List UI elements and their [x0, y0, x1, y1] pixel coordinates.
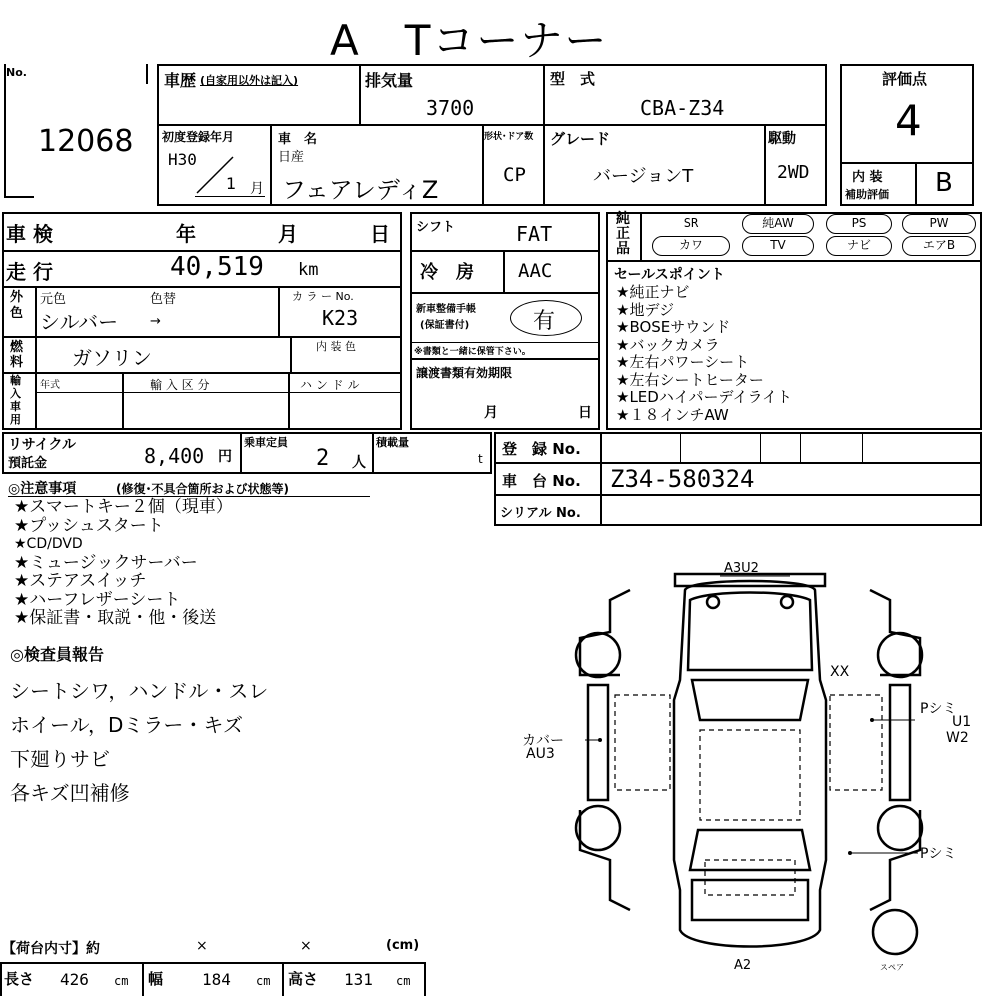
- drive-label: 駆動: [768, 131, 796, 147]
- displacement-label: 排気量: [365, 71, 414, 90]
- orig-color-label: 元色: [40, 292, 67, 307]
- exterior-label: 外色: [10, 290, 24, 321]
- mileage-value: 40,519: [170, 252, 264, 282]
- diagram-spare-label: スペア: [880, 963, 904, 972]
- width-label: 幅: [148, 970, 164, 988]
- equipment-genuine-aw: 純AW: [742, 214, 814, 234]
- inspector-title: ◎検査員報告: [10, 645, 104, 664]
- equipment-airbag: エアB: [902, 236, 976, 256]
- sales-point: ★地デジ: [616, 300, 675, 319]
- note-item: ★プッシュスタート: [14, 515, 164, 536]
- length-value: 426: [60, 970, 89, 989]
- length-label: 長さ: [4, 970, 35, 988]
- length-unit: cm: [114, 974, 129, 988]
- equipment-tv: TV: [742, 236, 814, 256]
- sales-point: ★１８インチAW: [616, 405, 729, 424]
- first-registration-label: 初度登録年月: [162, 130, 235, 144]
- sales-points-label: セールスポイント: [614, 267, 725, 283]
- diagram-left-label-2: AU3: [526, 746, 555, 762]
- color-no: K23: [322, 306, 359, 330]
- handle-label: ハ ン ド ル: [300, 378, 360, 392]
- score-label: 評価点: [882, 70, 928, 88]
- mileage-unit: km: [298, 260, 319, 280]
- warranty-sub-label: (保証書付): [420, 320, 470, 331]
- maker: 日産: [278, 150, 305, 165]
- interior-color-label: 内 装 色: [316, 340, 356, 353]
- mileage-label: 走 行: [6, 260, 53, 284]
- notes-list: [14, 498, 233, 628]
- score-value: 4: [895, 96, 922, 145]
- orig-color: シルバー: [40, 310, 119, 334]
- recycle-sub-label: 預託金: [8, 456, 48, 471]
- cargo-unit: (cm): [386, 938, 420, 953]
- diagram-front-label: A3U2: [724, 561, 759, 576]
- import-year-label: 年式: [40, 380, 60, 391]
- note-item: ★スマートキー２個（現車）: [14, 497, 233, 517]
- ac-value: AAC: [518, 260, 553, 282]
- import-label: 輸入車用: [10, 374, 21, 426]
- grade-label: グレード: [550, 130, 611, 148]
- width-unit: cm: [256, 974, 271, 988]
- interior-grade: B: [935, 168, 953, 198]
- first-registration-month: 1: [226, 174, 237, 193]
- shift-value: FAT: [516, 222, 553, 246]
- registration-no-label: 登 録 No.: [502, 440, 581, 458]
- history-note: (自家用以外は記入): [200, 74, 299, 87]
- color-no-label: カ ラ ー No.: [292, 290, 354, 303]
- transfer-month: 月: [484, 405, 498, 421]
- equipment-sr: SR: [683, 216, 699, 230]
- recycle-amount: 8,400: [144, 444, 205, 468]
- drive-value: 2WD: [777, 162, 810, 183]
- equipment-pw: PW: [902, 214, 976, 234]
- chassis-no: Z34-580324: [610, 465, 755, 493]
- body-doors-label: 形状･ドア数: [484, 132, 534, 142]
- capacity-value: 2: [316, 446, 330, 471]
- page-title: A Tコーナー: [330, 16, 609, 65]
- note-item: ★保証書・取説・他・後送: [14, 608, 217, 628]
- note-item: ★ステアスイッチ: [14, 571, 147, 591]
- warranty-label: 新車整備手帳: [416, 304, 476, 315]
- capacity-label: 乗車定員: [244, 436, 288, 449]
- model-code: CBA-Z34: [640, 96, 725, 120]
- first-registration-year: H30: [168, 150, 197, 169]
- note-item: ★CD/DVD: [14, 536, 83, 552]
- arrow-icon: →: [150, 314, 161, 329]
- sales-points-list: [616, 284, 792, 424]
- interior-sub-label: 補助評価: [845, 188, 889, 201]
- inspection-year: 年: [176, 222, 196, 246]
- model-label: 型 式: [550, 70, 596, 88]
- no-label: No.: [6, 66, 27, 79]
- notes-subtitle: (修復･不具合箇所および状態等): [116, 482, 289, 496]
- load-unit: t: [478, 452, 483, 466]
- equipment-ps: PS: [826, 214, 892, 234]
- body-type: CP: [503, 164, 526, 186]
- diagram-right-label-2: U1: [952, 714, 972, 730]
- sales-point: ★純正ナビ: [616, 283, 690, 301]
- cargo-times-2: ×: [300, 938, 312, 954]
- fuel-label: 燃料: [10, 340, 24, 370]
- height-unit: cm: [396, 974, 411, 988]
- sales-point: ★左右パワーシート: [616, 353, 750, 371]
- color-change-label: 色替: [150, 292, 177, 307]
- inspection-day: 日: [370, 222, 390, 246]
- height-label: 高さ: [288, 970, 319, 988]
- note-item: ★ハーフレザーシート: [14, 589, 181, 610]
- inspector-note: 各キズ凹補修: [10, 781, 130, 805]
- chassis-no-label: 車 台 No.: [502, 472, 581, 490]
- shift-label: シフト: [416, 220, 456, 235]
- inspector-note: 下廻りサビ: [10, 747, 110, 771]
- load-label: 積載量: [376, 436, 409, 449]
- cargo-label: 【荷台内寸】約: [2, 941, 100, 957]
- month-unit: 月: [250, 181, 264, 197]
- width-value: 184: [202, 970, 231, 989]
- transfer-label: 譲渡書類有効期限: [416, 366, 513, 380]
- diagram-right-label-1: Pシミ: [920, 701, 957, 717]
- ac-label: 冷 房: [420, 262, 474, 283]
- diagram-left-label-1: カバー: [522, 733, 564, 749]
- recycle-label: リサイクル: [8, 437, 77, 453]
- equipment-navi: ナビ: [826, 236, 892, 256]
- height-value: 131: [344, 970, 373, 989]
- car-name: フェアレディZ: [282, 176, 439, 204]
- equipment-leather: カワ: [652, 236, 730, 256]
- capacity-unit: 人: [352, 455, 366, 471]
- diagram-xx-label: XX: [830, 664, 850, 680]
- interior-label: 内 装: [852, 170, 883, 185]
- serial-no-label: シリアル No.: [500, 506, 581, 521]
- import-class-label: 輸 入 区 分: [150, 378, 210, 392]
- notes-title: ◎注意事項: [8, 481, 77, 497]
- warranty-value: 有: [533, 309, 556, 334]
- sales-point: ★バックカメラ: [616, 335, 720, 354]
- lot-number: 12068: [38, 124, 134, 159]
- inspector-note: シートシワ，ハンドル・スレ: [10, 679, 269, 703]
- diagram-rear-right-label: Pシミ: [920, 846, 957, 862]
- sales-point: ★左右シートヒーター: [616, 370, 764, 389]
- diagram-rear-label: A2: [734, 958, 752, 973]
- history-label: 車歴: [164, 71, 197, 90]
- transfer-day: 日: [578, 405, 592, 421]
- inspection-month: 月: [278, 222, 298, 246]
- car-name-label: 車 名: [278, 132, 318, 147]
- diagram-right-label-3: W2: [946, 730, 969, 746]
- yen-unit: 円: [218, 449, 232, 465]
- fuel-value: ガソリン: [72, 346, 152, 370]
- note-item: ★ミュージックサーバー: [14, 552, 198, 573]
- car-damage-diagram: [520, 560, 980, 980]
- warranty-note: ※書類と一緒に保管下さい。: [414, 347, 531, 357]
- displacement-value: 3700: [426, 96, 475, 120]
- cargo-times-1: ×: [196, 938, 208, 954]
- sales-point: ★LEDハイパーデイライト: [616, 388, 793, 406]
- inspection-label: 車 検: [6, 222, 53, 246]
- equipment-label: 純正品: [616, 211, 630, 257]
- grade-value: バージョンT: [593, 166, 694, 187]
- sales-point: ★BOSEサウンド: [616, 318, 731, 336]
- inspector-note: ホイール，Dミラー・キズ: [10, 713, 244, 737]
